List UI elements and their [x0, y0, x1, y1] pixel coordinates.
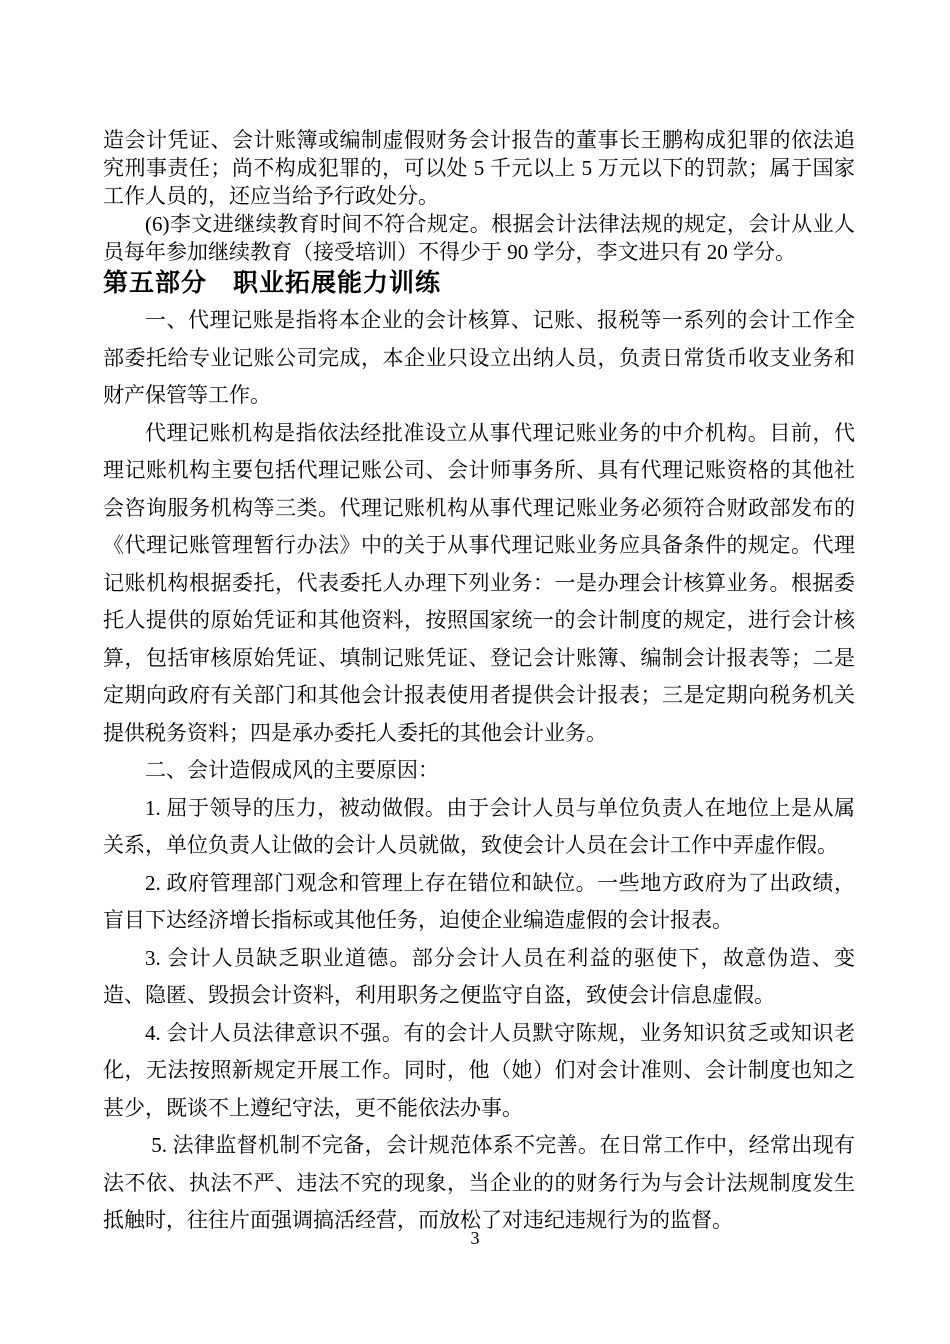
- paragraph-fraud-heading: 二、会计造假成风的主要原因：: [145, 758, 439, 782]
- paragraph-reason-4: 4. 会计人员法律意识不强。有的会计人员默守陈规，业务知识贫乏或知识老化，无法按照新规定开展工作。同时，他（她）们对会计准则、会计制度也知之甚少，既谈不上遵纪守法，更不能依法办事。: [103, 1020, 855, 1120]
- section-heading: 第五部分 职业拓展能力训练: [103, 270, 442, 297]
- paragraph-agency-detail: 代理记账机构是指依法经批准设立从事代理记账业务的中介机构。目前，代理记账机构主要包括代理记账公司、会计师事务所、具有代理记账资格的其他社会咨询服务机构等三类。代理记账机构从事代理记账业务必须符合财政部发布的《代理记账管理暂行办法》中的关于从事代理记账业务应具备条件的规定。代理记账机构根据委托，代表委托人办理下列业务：一是办理会计核算业务。根据委托人提供的原始凭证和其他资料，按照国家统一的会计制度的规定，进行会计核算，包括审核原始凭证、填制记账凭证、登记会计账簿、编制会计报表等；二是定期向政府有关部门和其他会计报表使用者提供会计报表；三是定期向税务机关提供税务资料；四是承办委托人委托的其他会计业务。: [103, 420, 855, 745]
- paragraph-item6: (6)李文进继续教育时间不符合规定。根据会计法律法规的规定，会计从业人员每年参加继续教育（接受培训）不得少于 90 学分，李文进只有 20 学分。: [103, 212, 855, 264]
- paragraph-reason-5: 5. 法律监督机制不完备，会计规范体系不完善。在日常工作中，经常出现有法不依、执法不严、违法不究的现象，当企业的的财务行为与会计法规制度发生抵触时，往往片面强调搞活经营，而放松了对违纪违规行为的监督。: [103, 1133, 855, 1232]
- paragraph-reason-2: 2. 政府管理部门观念和管理上存在错位和缺位。一些地方政府为了出政绩，盲目下达经济增长指标或其他任务，迫使企业编造虚假的会计报表。: [103, 870, 855, 932]
- page-number: 3: [470, 1228, 480, 1248]
- document-content: [103, 126, 855, 1240]
- paragraph-reason-3: 3. 会计人员缺乏职业道德。部分会计人员在利益的驱使下，故意伪造、变造、隐匿、毁损会计资料，利用职务之便监守自盗，致使会计信息虚假。: [103, 945, 855, 1007]
- paragraph-reason-1: 1. 屈于领导的压力，被动做假。由于会计人员与单位负责人在地位上是从属关系，单位负责人让做的会计人员就做，致使会计人员在会计工作中弄虚作假。: [103, 795, 855, 857]
- paragraph-agency-intro: 一、代理记账是指将本企业的会计核算、记账、报税等一系列的会计工作全部委托给专业记账公司完成，本企业只设立出纳人员，负责日常货币收支业务和财产保管等工作。: [103, 308, 855, 407]
- paragraph-carryover: 造会计凭证、会计账簿或编制虚假财务会计报告的董事长王鹏构成犯罪的依法追究刑事责任；尚不构成犯罪的，可以处 5 千元以上 5 万元以下的罚款；属于国家工作人员的，还应当给予行政处分。: [103, 128, 855, 208]
